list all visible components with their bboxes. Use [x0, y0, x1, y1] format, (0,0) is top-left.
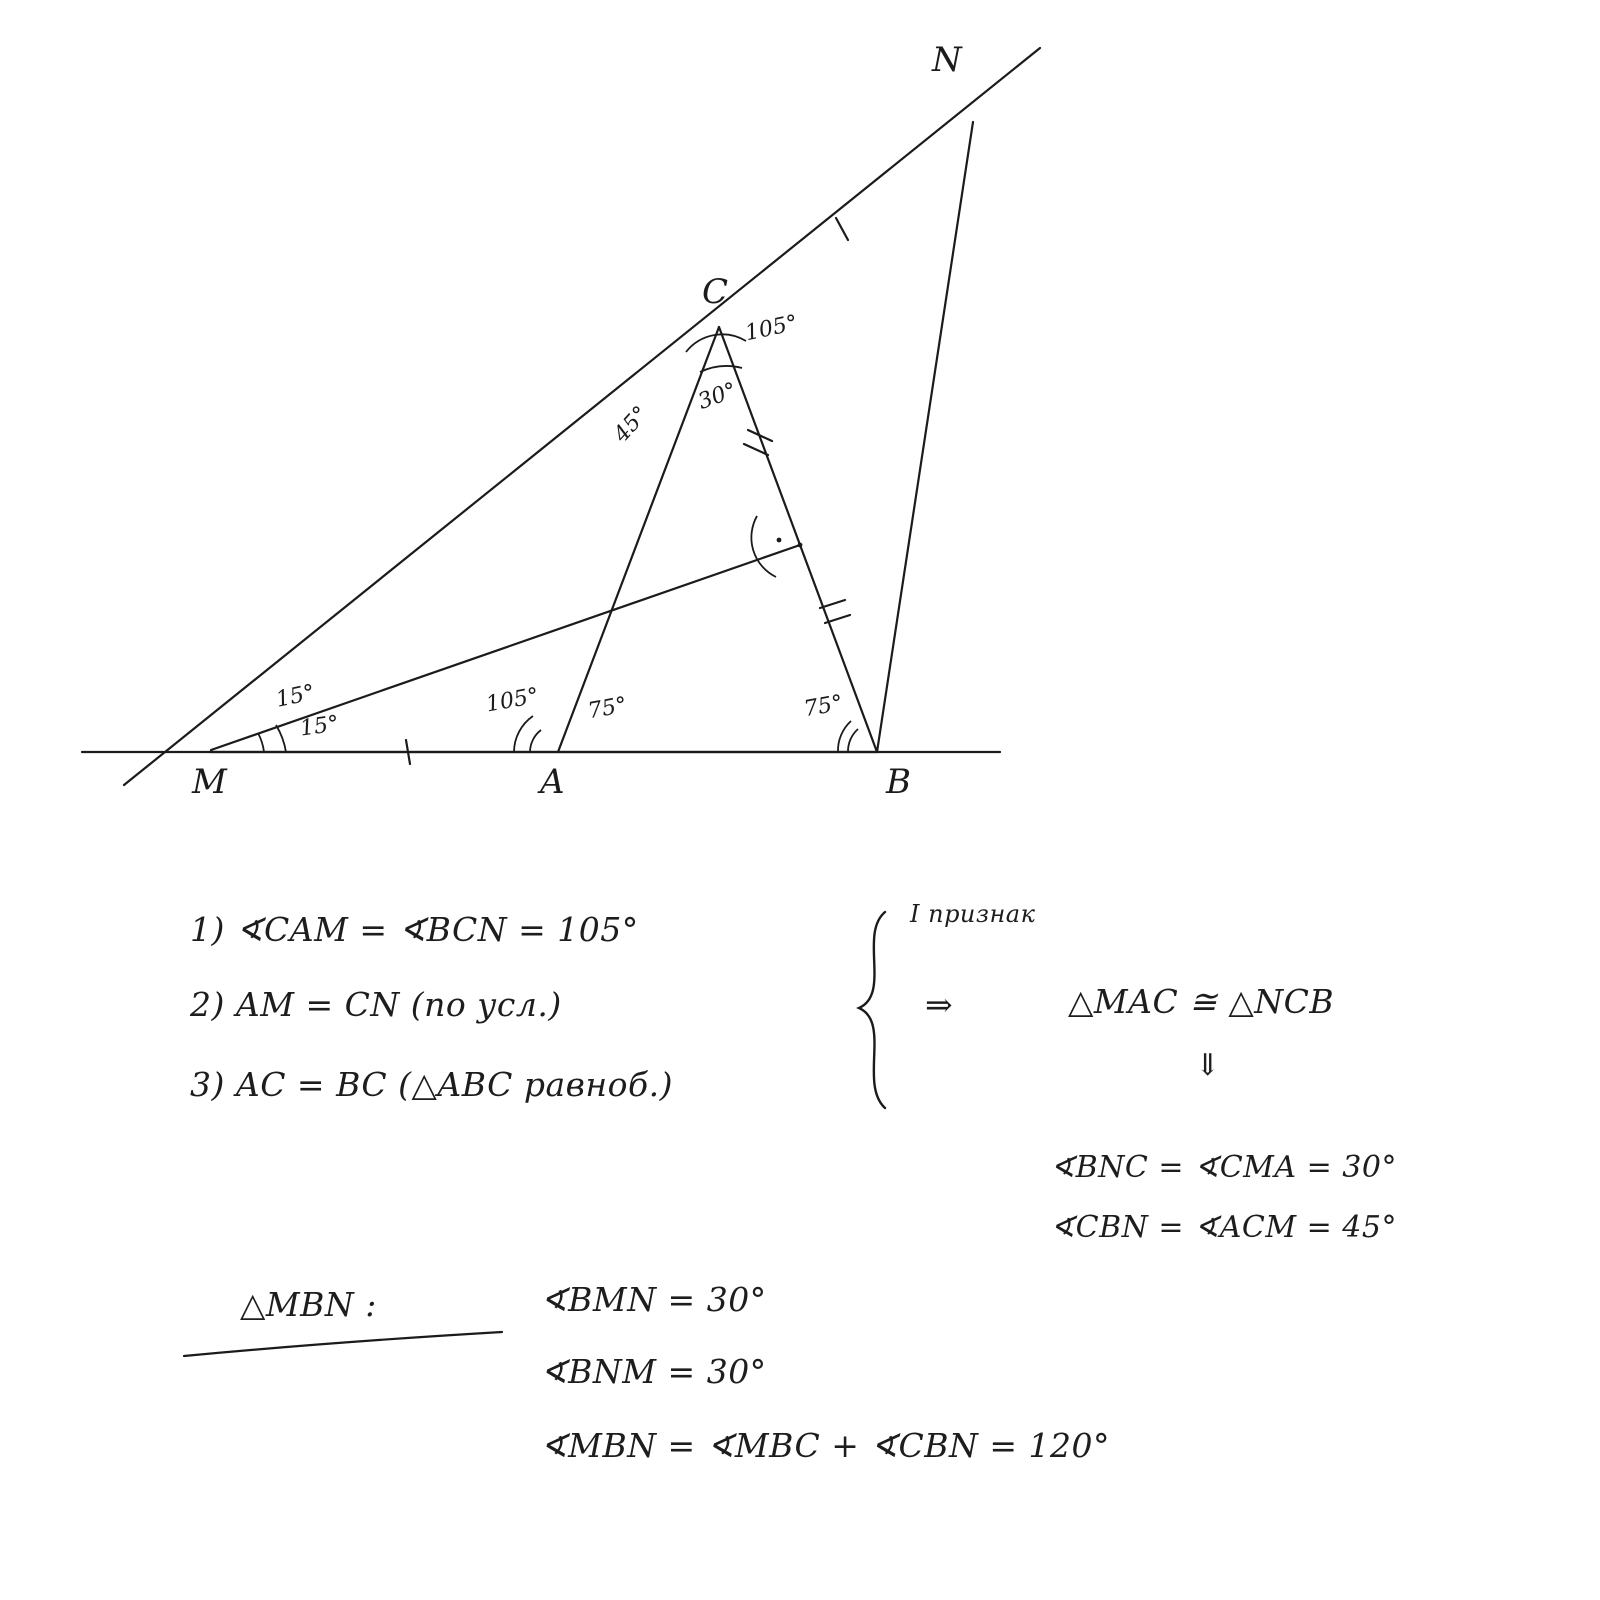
dot-marker-1 [777, 538, 782, 543]
angle-label-C-30: 30° [694, 378, 741, 415]
consequence-line-1: ∢BNC = ∢CMA = 30° [1050, 1150, 1397, 1185]
angle-label-C-45: 45° [609, 401, 654, 448]
angle-label-A-105: 105° [484, 683, 541, 718]
angle-label-B-75: 75° [802, 690, 845, 723]
underline-rule [180, 1330, 510, 1360]
arc-M-15a [258, 733, 264, 752]
segment-CB [719, 327, 877, 752]
arc-M-15b [276, 725, 286, 752]
point-label-A: A [540, 762, 565, 802]
point-label-B: B [886, 762, 911, 802]
solution-line-2: 2) AM = CN (по усл.) [190, 985, 562, 1024]
tick-CB-2 [825, 615, 850, 623]
triangle-line-1: ∢BMN = 30° [540, 1280, 767, 1319]
down-arrow-icon: ⇓ [1195, 1048, 1221, 1083]
segment-BN [877, 122, 973, 752]
tick-CB-1 [820, 600, 845, 608]
arc-B-75-inner [848, 729, 858, 752]
point-label-N: N [932, 40, 962, 80]
angle-label-M-15b: 15° [298, 711, 341, 742]
segment-ray-MN [124, 48, 1040, 785]
triangle-heading: △MBN : [240, 1285, 377, 1324]
brace-note: I признак [910, 900, 1036, 928]
solution-text-block [0, 860, 1600, 1600]
arc-A-75 [530, 730, 541, 752]
point-label-C: C [702, 272, 729, 312]
curly-brace-icon [845, 908, 905, 1118]
dot-marker-2 [798, 543, 803, 548]
congruence-statement: △MAC ≅ △NCB [1068, 982, 1335, 1021]
implies-symbol: ⇒ [925, 985, 954, 1024]
angle-label-M-15a: 15° [273, 680, 318, 713]
solution-line-1: 1) ∢CAM = ∢BCN = 105° [190, 910, 639, 949]
arc-CB-point [751, 516, 776, 577]
tick-CN [836, 218, 848, 240]
point-label-M: M [192, 762, 227, 802]
triangle-line-2: ∢BNM = 30° [540, 1352, 767, 1391]
consequence-line-2: ∢CBN = ∢ACM = 45° [1050, 1210, 1397, 1245]
triangle-line-3: ∢MBN = ∢MBC + ∢CBN = 120° [540, 1426, 1111, 1465]
angle-label-C-105: 105° [742, 310, 801, 347]
solution-line-3: 3) AC = BC (△ABC равноб.) [190, 1065, 673, 1104]
angle-label-A-75: 75° [586, 692, 629, 725]
